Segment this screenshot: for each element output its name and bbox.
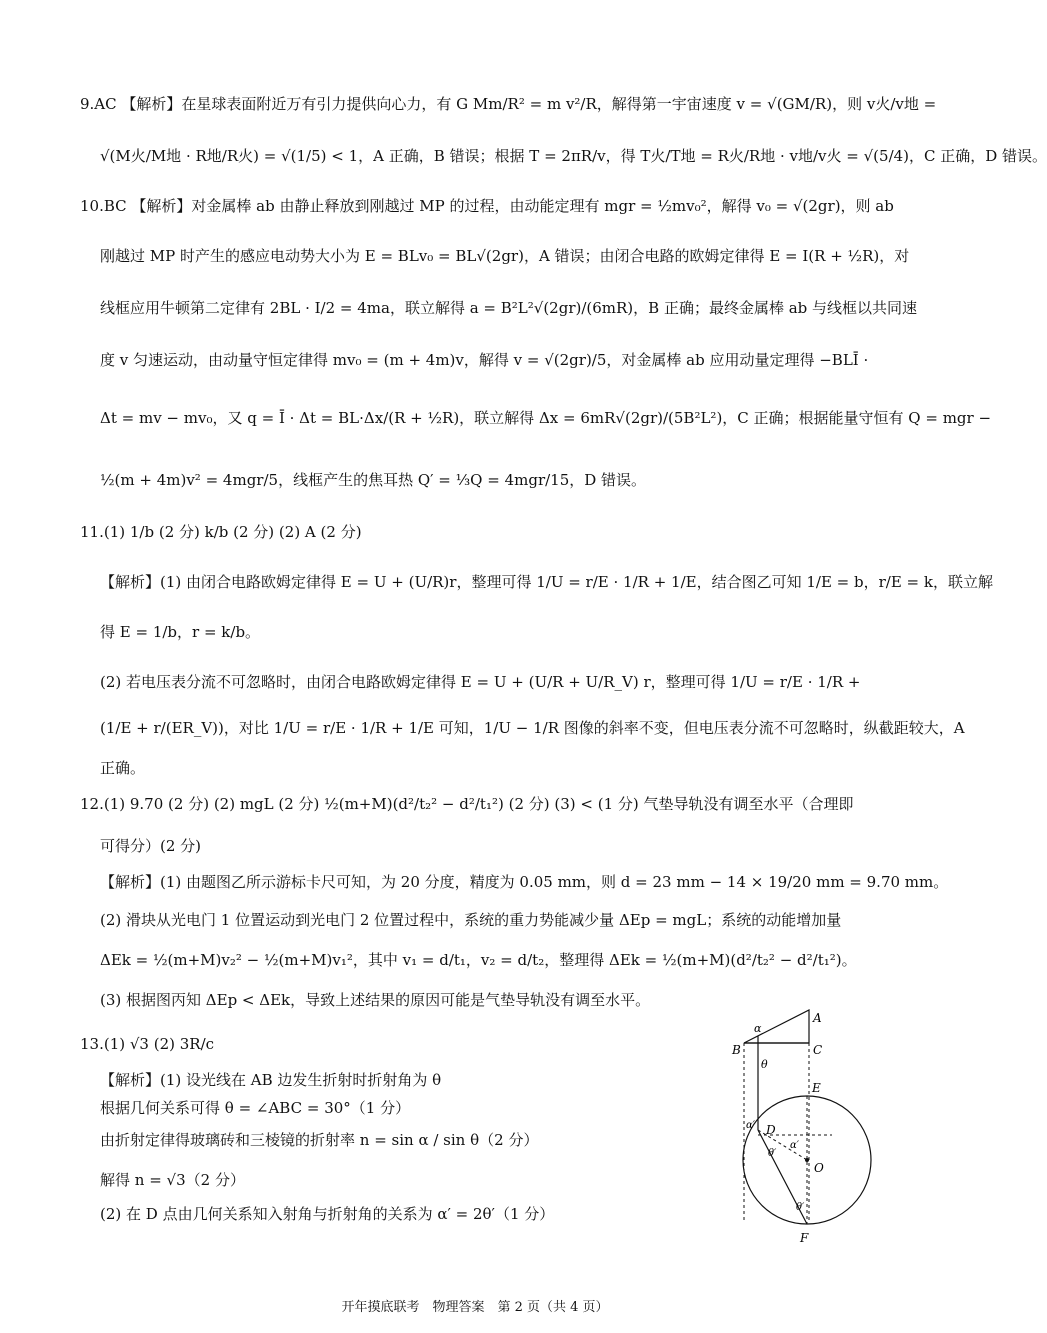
page-footer: 开年摸底联考 物理答案 第 2 页（共 4 页） — [341, 1300, 609, 1315]
label-alpha-prime-2: α′ — [790, 1140, 800, 1151]
text-line-17: 【解析】(1) 由题图乙所示游标卡尺可知，为 20 分度，精度为 0.05 mm，则 d = 23 mm − 14 × 19/20 mm = 9.70 mm。 — [100, 873, 949, 891]
optics-diagram — [722, 1010, 892, 1245]
text-line-12: (2) 若电压表分流不可忽略时，由闭合电路欧姆定律得 E = U + (U/R + U/R_V) r，整理可得 1/U = r/E · 1/R + — [100, 673, 861, 691]
label-C: C — [813, 1043, 823, 1057]
label-theta-prime-1: θ′ — [768, 1148, 777, 1159]
text-line-20: (3) 根据图丙知 ΔEp < ΔEk，导致上述结果的原因可能是气垫导轨没有调至水平。 — [100, 991, 651, 1009]
text-line-11: 得 E = 1/b，r = k/b。 — [100, 623, 261, 641]
label-B: B — [732, 1043, 741, 1057]
text-line-5: 线框应用牛顿第二定律有 2BL · I/2 = 4ma，联立解得 a = B²L²√(2gr)/(6mR)，B 正确；最终金属棒 ab 与线框以共同速 — [100, 299, 918, 317]
text-line-6: 度 v 匀速运动，由动量守恒定律得 mv₀ = (m + 4m)v，解得 v = √(2gr)/5，对金属棒 ab 应用动量定理得 −BLĪ · — [100, 351, 869, 369]
text-line-7: Δt = mv − mv₀，又 q = Ī · Δt = BL·Δx/(R + ½R)，联立解得 Δx = 6mR√(2gr)/(5B²L²)，C 正确；根据能量守恒有 Q = mgr − — [100, 409, 992, 427]
label-O: O — [814, 1161, 824, 1175]
label-F: F — [800, 1231, 809, 1245]
label-theta: θ — [761, 1058, 768, 1071]
label-E: E — [812, 1081, 821, 1095]
text-line-14: 正确。 — [100, 759, 146, 777]
label-D: D — [766, 1123, 776, 1137]
text-line-22: 【解析】(1) 设光线在 AB 边发生折射时折射角为 θ — [100, 1071, 442, 1089]
label-alpha: α — [754, 1022, 762, 1035]
text-line-3: 10.BC 【解析】对金属棒 ab 由静止释放到刚越过 MP 的过程，由动能定理有 mgr = ½mv₀²，解得 v₀ = √(2gr)，则 ab — [80, 197, 894, 215]
text-line-4: 刚越过 MP 时产生的感应电动势大小为 E = BLv₀ = BL√(2gr)，A 错误；由闭合电路的欧姆定律得 E = I(R + ½R)，对 — [100, 247, 910, 265]
label-theta-prime-2: θ′ — [796, 1202, 805, 1213]
text-line-23: 根据几何关系可得 θ = ∠ABC = 30°（1 分） — [100, 1099, 411, 1117]
text-line-8: ½(m + 4m)v² = 4mgr/5，线框产生的焦耳热 Q′ = ⅓Q = 4mgr/15，D 错误。 — [100, 471, 647, 489]
text-line-26: (2) 在 D 点由几何关系知入射角与折射角的关系为 α′ = 2θ′（1 分） — [100, 1205, 555, 1223]
label-A: A — [813, 1011, 822, 1025]
text-line-25: 解得 n = √3（2 分） — [100, 1171, 245, 1189]
text-line-9: 11.(1) 1/b (2 分) k/b (2 分) (2) A (2 分) — [80, 523, 362, 541]
text-line-18: (2) 滑块从光电门 1 位置运动到光电门 2 位置过程中，系统的重力势能减少量 ΔEp = mgL；系统的动能增加量 — [100, 911, 842, 929]
text-line-16: 可得分）(2 分) — [100, 837, 202, 855]
center-dot — [805, 1158, 809, 1162]
text-line-13: (1/E + r/(ER_V))，对比 1/U = r/E · 1/R + 1/E 可知，1/U − 1/R 图像的斜率不变，但电压表分流不可忽略时，纵截距较大，A — [100, 719, 965, 737]
label-alpha-prime-1: α′ — [746, 1120, 756, 1131]
text-line-15: 12.(1) 9.70 (2 分) (2) mgL (2 分) ½(m+M)(d²/t₂² − d²/t₁²) (2 分) (3) < (1 分) 气垫导轨没有调至水平（合理即 — [80, 795, 854, 813]
text-line-21: 13.(1) √3 (2) 3R/c — [80, 1035, 215, 1053]
text-line-19: ΔEk = ½(m+M)v₂² − ½(m+M)v₁²，其中 v₁ = d/t₁，v₂ = d/t₂，整理得 ΔEk = ½(m+M)(d²/t₂² − d²/t₁²)。 — [100, 951, 857, 969]
text-line-1: 9.AC 【解析】在星球表面附近万有引力提供向心力，有 G Mm/R² = m v²/R，解得第一宇宙速度 v = √(GM/R)，则 v火/v地 = — [80, 95, 937, 113]
text-line-10: 【解析】(1) 由闭合电路欧姆定律得 E = U + (U/R)r，整理可得 1/U = r/E · 1/R + 1/E，结合图乙可知 1/E = b，r/E = k，联立解 — [100, 573, 993, 591]
text-line-24: 由折射定律得玻璃砖和三棱镜的折射率 n = sin α / sin θ（2 分） — [100, 1131, 539, 1149]
text-line-2: √(M火/M地 · R地/R火) = √(1/5) < 1，A 正确，B 错误；根据 T = 2πR/v，得 T火/T地 = R火/R地 · v地/v火 = √(5/4)，C 正确，D 错误。 — [100, 147, 1047, 165]
